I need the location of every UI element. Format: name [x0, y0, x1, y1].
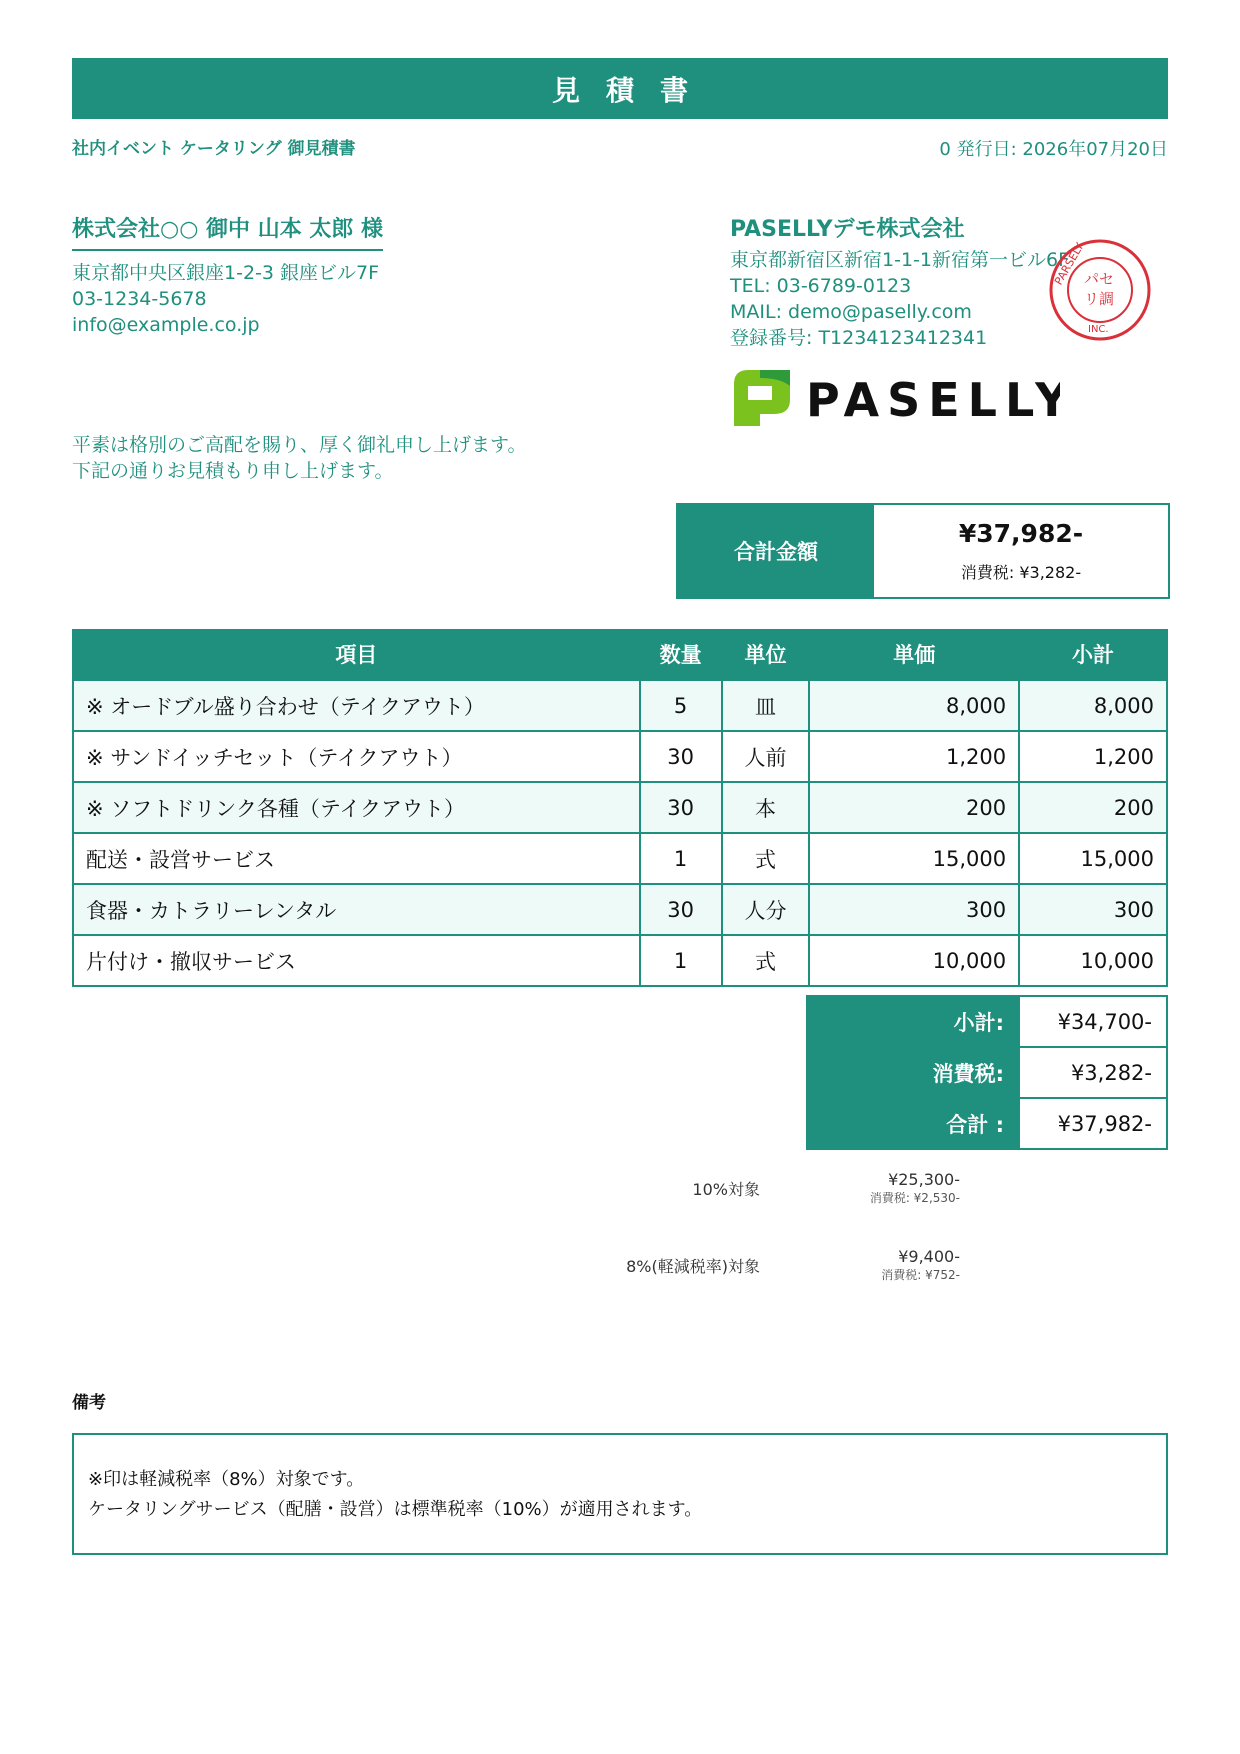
remarks-line-2: ケータリングサービス（配膳・設営）は標準税率（10%）が適用されます。: [88, 1499, 703, 1520]
breakdown-10-tax: 消費税: ¥2,530-: [869, 1191, 960, 1205]
issuer-address: 東京都新宿区新宿1-1-1新宿第一ビル6F: [730, 249, 1069, 271]
cell-unit: 式: [722, 833, 810, 884]
breakdown-8-tax: 消費税: ¥752-: [881, 1268, 960, 1282]
cell-qty: 30: [640, 884, 722, 935]
tax-breakdown-10: [460, 1170, 958, 1206]
cell-subtotal: 200: [1019, 782, 1167, 833]
table-header-row: [73, 629, 1167, 680]
cell-qty: 5: [640, 680, 722, 731]
cell-unit: 皿: [722, 680, 810, 731]
total-amount-box: [676, 503, 1170, 599]
total-values: [874, 505, 1168, 597]
issuer-tel: TEL: 03-6789-0123: [730, 275, 912, 297]
greeting: [72, 432, 526, 484]
cell-item: 食器・カトラリーレンタル: [73, 884, 640, 935]
greeting-line-2: 下記の通りお見積もり申し上げます。: [72, 460, 394, 482]
remarks-line-1: ※印は軽減税率（8%）対象です。: [88, 1469, 365, 1490]
client-info: [72, 260, 379, 338]
remarks-title: 備考: [72, 1393, 106, 1413]
total-label: 合計金額: [678, 505, 874, 597]
cell-price: 15,000: [809, 833, 1019, 884]
client-address: 東京都中央区銀座1-2-3 銀座ビル7F: [72, 262, 380, 284]
issuer-registration: 登録番号: T1234123412341: [730, 327, 988, 349]
summary-tax-value: ¥3,282-: [1019, 1047, 1167, 1098]
table-row: [73, 680, 1167, 731]
cell-price: 10,000: [809, 935, 1019, 986]
summary-subtotal-label: 小計:: [807, 996, 1019, 1047]
issuer-mail: MAIL: demo@paselly.com: [730, 301, 972, 323]
greeting-line-1: 平素は格別のご高配を賜り、厚く御礼申し上げます。: [72, 434, 527, 456]
cell-price: 200: [809, 782, 1019, 833]
line-items-table: [72, 629, 1168, 987]
cell-subtotal: 300: [1019, 884, 1167, 935]
cell-unit: 人分: [722, 884, 810, 935]
breakdown-10-label: 10%対象: [692, 1179, 760, 1199]
summary-tax-label: 消費税:: [807, 1047, 1019, 1098]
svg-text:PASELLY: PASELLY: [806, 373, 1060, 427]
cell-price: 1,200: [809, 731, 1019, 782]
tax-breakdown-8: [460, 1247, 958, 1283]
client-email: info@example.co.jp: [72, 314, 260, 336]
issue-date: 0 発行日: 2026年07月20日: [939, 139, 1168, 160]
svg-text:リ調: リ調: [1084, 290, 1115, 308]
svg-text:パセ: パセ: [1084, 270, 1115, 288]
cell-item: 片付け・撤収サービス: [73, 935, 640, 986]
summary-subtotal-row: [807, 996, 1167, 1047]
remarks-box: [72, 1433, 1168, 1555]
cell-item: ※ サンドイッチセット（テイクアウト）: [73, 731, 640, 782]
document-subject: 社内イベント ケータリング 御見積書: [72, 139, 356, 159]
cell-item: 配送・設営サービス: [73, 833, 640, 884]
header-item: 項目: [73, 629, 640, 680]
paselly-logo-icon: [730, 366, 1060, 430]
issuer-name: PASELLYデモ株式会社: [730, 217, 965, 242]
cell-qty: 1: [640, 935, 722, 986]
breakdown-8-amount: ¥9,400-: [898, 1247, 960, 1266]
svg-text:INC.: INC.: [1088, 324, 1109, 335]
document-title: 見積書: [72, 58, 1168, 119]
cell-subtotal: 15,000: [1019, 833, 1167, 884]
breakdown-8-label: 8%(軽減税率)対象: [626, 1256, 760, 1276]
issuer-info: [730, 247, 1069, 351]
client-phone: 03-1234-5678: [72, 288, 207, 310]
cell-unit: 本: [722, 782, 810, 833]
header-qty: 数量: [640, 629, 722, 680]
cell-unit: 式: [722, 935, 810, 986]
summary-tax-row: [807, 1047, 1167, 1098]
cell-subtotal: 1,200: [1019, 731, 1167, 782]
summary-total-label: 合計 :: [807, 1098, 1019, 1149]
table-row: [73, 731, 1167, 782]
summary-subtotal-value: ¥34,700-: [1019, 996, 1167, 1047]
summary-total-row: [807, 1098, 1167, 1149]
total-tax: 消費税: ¥3,282-: [960, 563, 1082, 582]
svg-text:PARSELY: PARSELY: [1052, 240, 1087, 288]
cell-unit: 人前: [722, 731, 810, 782]
header-unit: 単位: [722, 629, 810, 680]
cell-item: ※ ソフトドリンク各種（テイクアウト）: [73, 782, 640, 833]
cell-subtotal: 8,000: [1019, 680, 1167, 731]
table-row: [73, 782, 1167, 833]
cell-item: ※ オードブル盛り合わせ（テイクアウト）: [73, 680, 640, 731]
cell-subtotal: 10,000: [1019, 935, 1167, 986]
client-name: 株式会社○○ 御中 山本 太郎 様: [72, 212, 383, 251]
table-row: [73, 935, 1167, 986]
cell-qty: 1: [640, 833, 722, 884]
company-seal-stamp: [1048, 238, 1152, 342]
breakdown-10-amount: ¥25,300-: [888, 1170, 960, 1189]
header-price: 単価: [809, 629, 1019, 680]
company-logo: [730, 366, 1060, 430]
summary-total-value: ¥37,982-: [1019, 1098, 1167, 1149]
header-subtotal: 小計: [1019, 629, 1167, 680]
cell-qty: 30: [640, 731, 722, 782]
cell-qty: 30: [640, 782, 722, 833]
table-row: [73, 884, 1167, 935]
cell-price: 300: [809, 884, 1019, 935]
table-row: [73, 833, 1167, 884]
total-amount: ¥37,982-: [958, 519, 1084, 548]
cell-price: 8,000: [809, 680, 1019, 731]
summary-table: [806, 995, 1168, 1150]
remarks-text: [74, 1435, 1166, 1555]
